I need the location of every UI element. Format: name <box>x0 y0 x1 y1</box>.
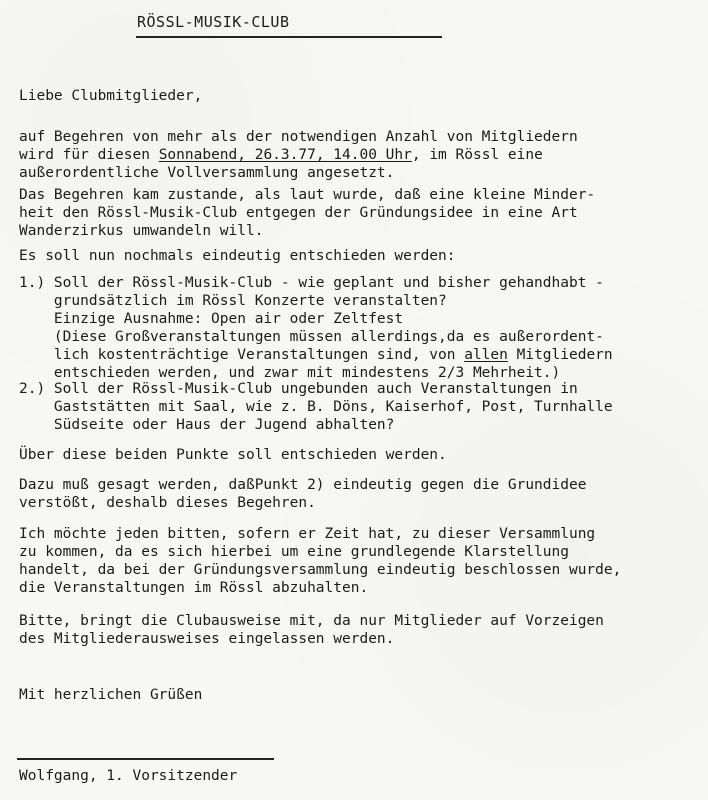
reason-line-3: Wanderzirkus umwandeln will. <box>19 223 264 239</box>
decision-intro: Es soll nun nochmals eindeutig entschieden werden: <box>19 248 456 264</box>
point-1-line-3: Einzige Ausnahme: Open air oder Zeltfest <box>19 311 404 327</box>
reason-line-1: Das Begehren kam zustande, als laut wurde, daß eine kleine Minder- <box>19 187 596 203</box>
signature: Wolfgang, 1. Vorsitzender <box>19 768 238 784</box>
signature-line <box>17 758 274 760</box>
membership-card-line-2: des Mitgliederausweises eingelassen werden. <box>19 631 395 647</box>
title-underline <box>136 36 442 38</box>
point-1-line-6: entschieden werden, und zwar mit mindestens 2/3 Mehrheit.) <box>19 365 561 381</box>
intro-line-2-before: wird für diesen <box>19 147 159 163</box>
point-1-line-5-after: Mitgliedern <box>507 347 613 363</box>
point-1-line-5-before: lich kostenträchtige Veranstaltungen sind, von <box>19 347 465 363</box>
point-1-line-4: (Diese Großveranstaltungen müssen allerdings,da es außerordent- <box>19 329 604 345</box>
intro-line-3: außerordentliche Vollversammlung angesetzt. <box>19 165 395 181</box>
point-2-line-2: Gaststätten mit Saal, wie z. B. Döns, Kaiserhof, Post, Turnhalle <box>19 399 613 415</box>
membership-card-line-1: Bitte, bringt die Clubausweise mit, da nur Mitglieder auf Vorzeigen <box>19 613 604 629</box>
intro-line-1: auf Begehren von mehr als der notwendigen Anzahl von Mitgliedern <box>19 129 578 145</box>
request-line-4: die Veranstaltungen im Rössl abzuhalten. <box>19 580 369 596</box>
closing: Mit herzlichen Grüßen <box>19 687 203 703</box>
intro-line-2-after: , im Rössl eine <box>411 147 543 163</box>
point-1-line-5 <box>19 346 613 364</box>
point-1-line-2: grundsätzlich im Rössl Konzerte veranstalten? <box>19 293 447 309</box>
reason-line-2: heit den Rössl-Musik-Club entgegen der Gründungsidee in eine Art <box>19 205 578 221</box>
objection-line-2: verstößt, deshalb dieses Begehren. <box>19 495 316 511</box>
objection-line-1: Dazu muß gesagt werden, daßPunkt 2) eindeutig gegen die Grundidee <box>19 477 587 493</box>
decide-both-points: Über diese beiden Punkte soll entschieden werden. <box>19 447 447 463</box>
meeting-date: Sonnabend, 26.3.77, 14.00 Uhr <box>158 147 412 163</box>
request-line-1: Ich möchte jeden bitten, sofern er Zeit hat, zu dieser Versammlung <box>19 526 596 542</box>
intro-line-2 <box>19 146 543 164</box>
salutation: Liebe Clubmitglieder, <box>19 88 203 104</box>
request-line-3: handelt, da bei der Gründungsversammlung eindeutig beschlossen wurde, <box>19 562 622 578</box>
point-1-line-1: 1.) Soll der Rössl-Musik-Club - wie geplant und bisher gehandhabt - <box>19 275 604 291</box>
request-line-2: zu kommen, da es sich hierbei um eine grundlegende Klarstellung <box>19 544 569 560</box>
point-2-line-1: 2.) Soll der Rössl-Musik-Club ungebunden auch Veranstaltungen in <box>19 381 578 397</box>
club-title: RÖSSL-MUSIK-CLUB <box>137 13 290 31</box>
point-2-line-3: Südseite oder Haus der Jugend abhalten? <box>19 417 395 433</box>
all-members-emphasis: allen <box>464 347 508 363</box>
